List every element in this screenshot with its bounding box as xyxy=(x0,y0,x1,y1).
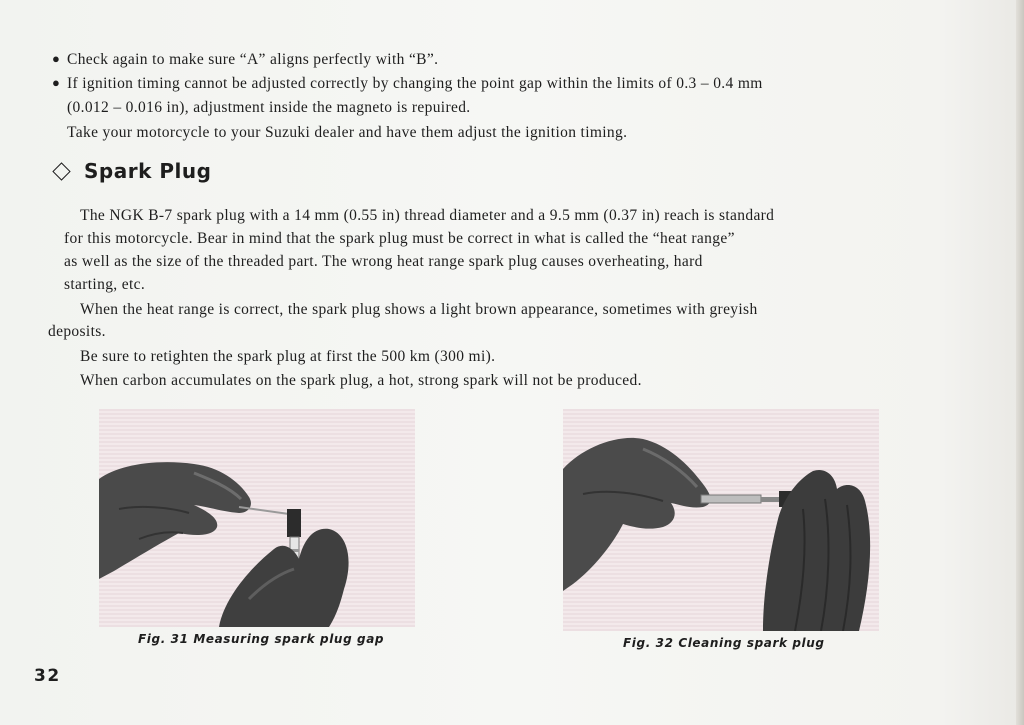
figure-31-photo xyxy=(99,409,415,627)
paragraph-line: for this motorcycle. Bear in mind that the spark plug must be correct in what is called the “heat range” xyxy=(64,230,735,247)
paragraph-line: When the heat range is correct, the spark plug shows a light brown appearance, sometimes with greyish xyxy=(80,301,758,318)
paragraph-line: When carbon accumulates on the spark plug, a hot, strong spark will not be produced. xyxy=(80,372,642,389)
page-edge xyxy=(1016,0,1024,725)
figure-31-caption: Fig. 31 Measuring spark plug gap xyxy=(138,632,385,646)
paragraph-line: starting, etc. xyxy=(64,276,146,293)
paragraph-line: deposits. xyxy=(48,323,106,340)
paragraph-line: Be sure to retighten the spark plug at first the 500 km (300 mi). xyxy=(80,348,496,365)
dealer-note: Take your motorcycle to your Suzuki dealer and have them adjust the ignition timing. xyxy=(67,124,628,141)
bullet-marker: ● xyxy=(52,75,60,90)
page-number: 32 xyxy=(34,666,61,686)
figure-32-caption: Fig. 32 Cleaning spark plug xyxy=(623,636,825,650)
hands-cleaning-plug-image xyxy=(563,409,879,631)
hands-feeler-gauge-image xyxy=(99,409,415,627)
section-heading xyxy=(52,156,211,186)
paragraph-line: as well as the size of the threaded part. The wrong heat range spark plug causes overheating, hard xyxy=(64,253,703,270)
bullet-marker: ● xyxy=(52,51,60,66)
figure-32-photo xyxy=(563,409,879,631)
bullet-line-1: Check again to make sure “A” aligns perfectly with “B”. xyxy=(67,51,439,68)
section-title: Spark Plug xyxy=(84,159,212,183)
bullet-line-2-cont: (0.012 – 0.016 in), adjustment inside the magneto is repuired. xyxy=(67,99,471,116)
paragraph-line: The NGK B-7 spark plug with a 14 mm (0.55 in) thread diameter and a 9.5 mm (0.37 in) reach is standard xyxy=(80,207,775,224)
bullet-line-2: If ignition timing cannot be adjusted correctly by changing the point gap within the limits of 0.3 – 0.4 mm xyxy=(67,75,763,92)
diamond-icon xyxy=(52,162,70,180)
